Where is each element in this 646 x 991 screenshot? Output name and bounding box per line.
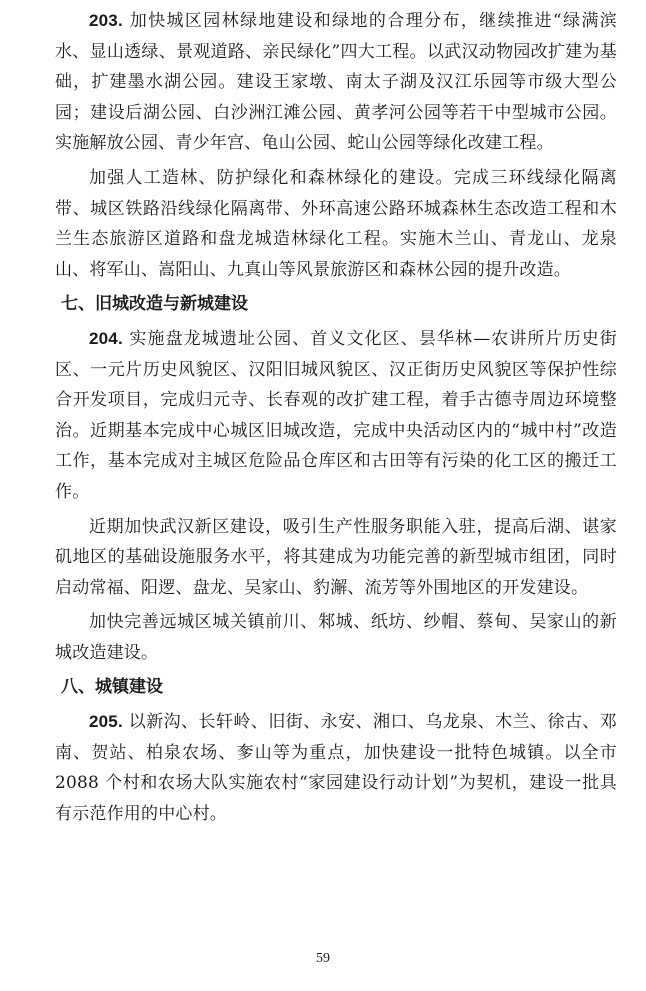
clause-number: 205. — [89, 712, 123, 732]
paragraph-county-towns — [55, 607, 617, 668]
paragraph-afforestation — [55, 163, 617, 285]
paragraph-text: 以新沟、长轩岭、旧街、永安、湘口、乌龙泉、木兰、徐古、邓南、贺站、柏泉农场、奓山等为重点，加快建设一批特色城镇。以全市 2088 个村和农场大队实施农村“家园建设行动计划”为契机，建设一批具有示范作用的中心村。 — [55, 712, 617, 824]
clause-number: 204. — [89, 328, 123, 348]
section-heading-8: 八、城镇建设 — [61, 677, 163, 698]
paragraph-203 — [55, 6, 617, 159]
clause-number: 203. — [89, 11, 123, 30]
paragraph-204 — [55, 324, 617, 508]
document-body — [55, 6, 617, 833]
paragraph-new-district — [55, 512, 617, 604]
paragraph-text: 加快完善远城区城关镇前川、邾城、纸坊、纱帽、蔡甸、吴家山的新城改造建设。 — [55, 612, 617, 663]
paragraph-text: 实施盘龙城遗址公园、首义文化区、昙华林—农讲所片历史街区、一元片历史风貌区、汉阳旧城风貌区、汉正街历史风貌区等保护性综合开发项目，完成归元寺、长春观的改扩建工程，着手古德寺周边环境整治。近期基本完成中心城区旧城改造，完成中央活动区内的“城中村”改造工作，基本完成对主城区危险品仓库区和古田等有污染的化工区的搬迁工作。 — [55, 328, 617, 502]
paragraph-205 — [55, 707, 617, 829]
paragraph-text: 加强人工造林、防护绿化和森林绿化的建设。完成三环线绿化隔离带、城区铁路沿线绿化隔离带、外环高速公路环城森林生态改造工程和木兰生态旅游区道路和盘龙城造林绿化工程。实施木兰山、青龙山、龙泉山、将军山、嵩阳山、九真山等风景旅游区和森林公园的提升改造。 — [55, 167, 617, 280]
paragraph-text: 加快城区园林绿地建设和绿地的合理分布，继续推进“绿满滨水、显山透绿、景观道路、亲民绿化”四大工程。以武汉动物园改扩建为基础，扩建墨水湖公园。建设王家墩、南太子湖及汉江乐园等市级大型公园；建设后湖公园、白沙洲江滩公园、黄孝河公园等若干中型城市公园。实施解放公园、青少年宫、龟山公园、蛇山公园等绿化改建工程。 — [55, 11, 617, 154]
page-number: 59 — [316, 951, 330, 966]
paragraph-text: 近期加快武汉新区建设，吸引生产性服务职能入驻，提高后湖、谌家矶地区的基础设施服务水平，将其建成为功能完善的新型城市组团，同时启动常福、阳逻、盘龙、吴家山、豹澥、流芳等外围地区的开发建设。 — [55, 516, 617, 598]
section-heading-7: 七、旧城改造与新城建设 — [61, 294, 248, 315]
